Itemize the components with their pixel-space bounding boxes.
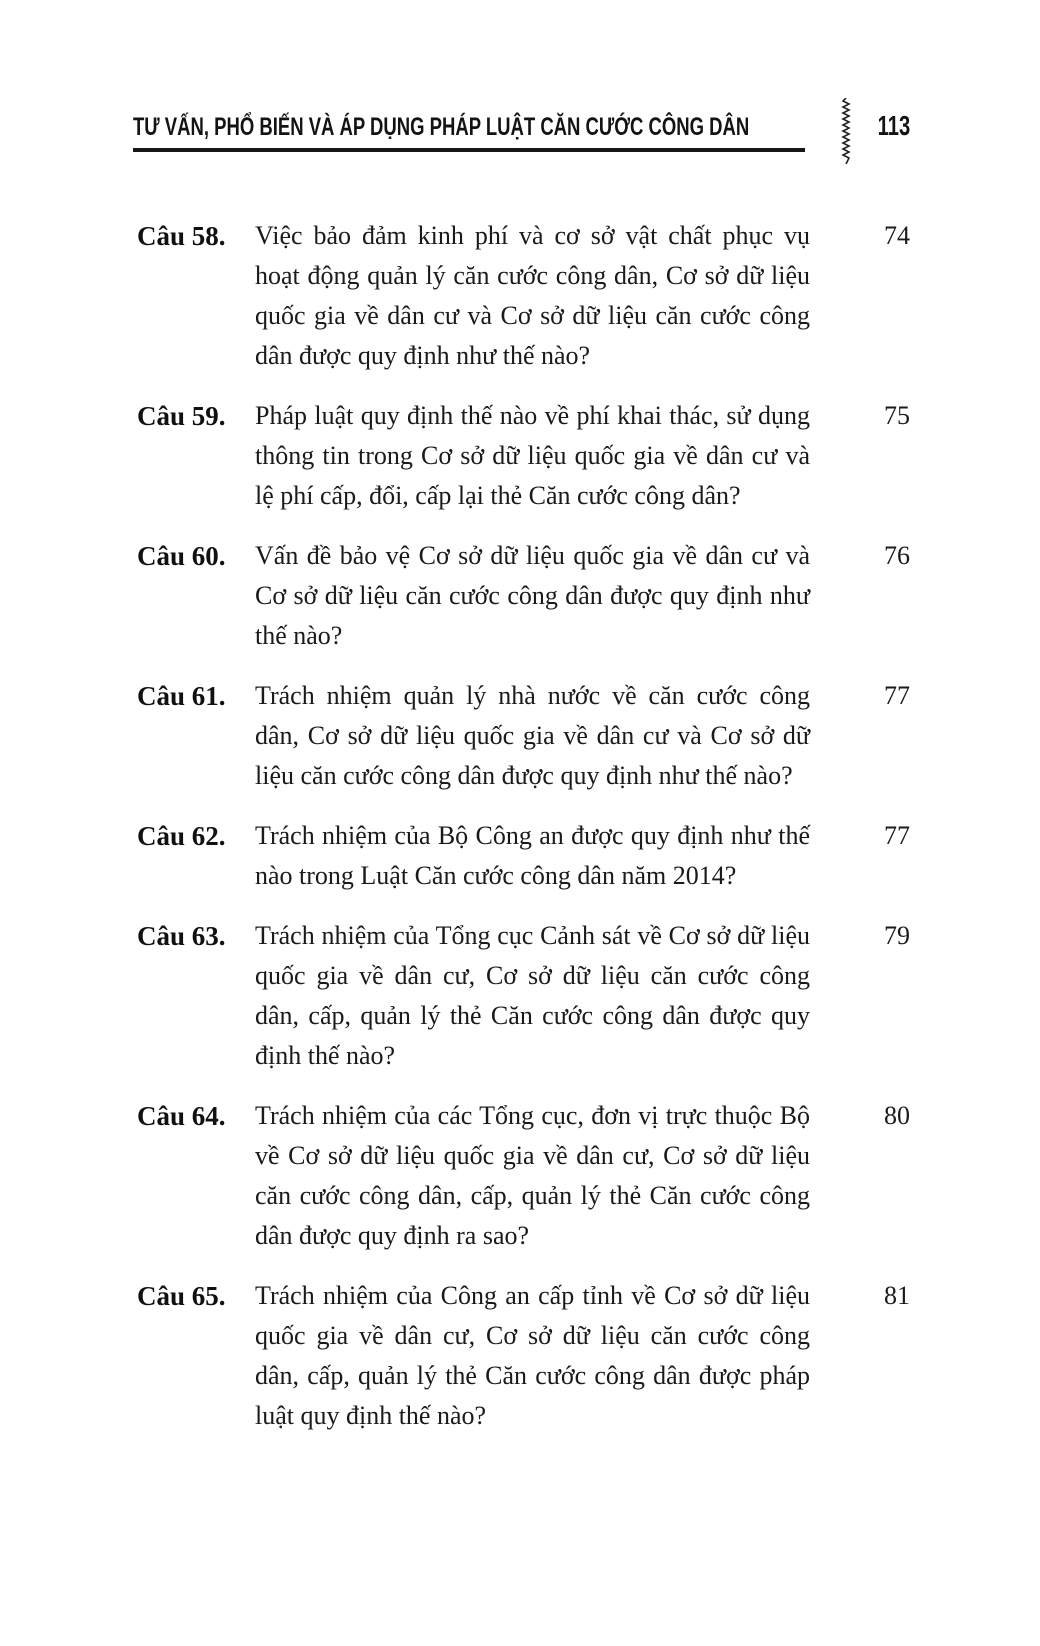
entry-text: Trách nhiệm của Công an cấp tỉnh về Cơ sở dữ liệu quốc gia về dân cư, Cơ sở dữ liệu căn cước công dân, cấp, quản lý thẻ Căn cước công dân được pháp luật quy định thế nào? bbox=[255, 1281, 810, 1430]
toc-entry bbox=[133, 396, 910, 516]
toc-entry bbox=[133, 916, 910, 1076]
entry-page-number: 77 bbox=[884, 821, 910, 850]
entry-page-number: 79 bbox=[884, 921, 910, 950]
page-number: 113 bbox=[877, 110, 910, 141]
toc-entry bbox=[133, 816, 910, 896]
entry-label: Câu 62. bbox=[137, 821, 226, 851]
page-content bbox=[133, 100, 910, 1456]
entry-page-number: 77 bbox=[884, 681, 910, 710]
entry-text: Trách nhiệm của Tổng cục Cảnh sát về Cơ sở dữ liệu quốc gia về dân cư, Cơ sở dữ liệu căn cước công dân, cấp, quản lý thẻ Căn cước công dân được quy định thế nào? bbox=[255, 921, 810, 1070]
entry-label: Câu 63. bbox=[137, 921, 226, 951]
entry-text: Vấn đề bảo vệ Cơ sở dữ liệu quốc gia về dân cư và Cơ sở dữ liệu căn cước công dân được quy định như thế nào? bbox=[255, 541, 810, 650]
toc-entry bbox=[133, 1276, 910, 1436]
entry-label: Câu 64. bbox=[137, 1101, 226, 1131]
toc-entry bbox=[133, 536, 910, 656]
entry-text: Pháp luật quy định thế nào về phí khai thác, sử dụng thông tin trong Cơ sở dữ liệu quốc gia về dân cư và lệ phí cấp, đổi, cấp lại thẻ Căn cước công dân? bbox=[255, 401, 810, 510]
toc-entry bbox=[133, 1096, 910, 1256]
toc-list bbox=[133, 216, 910, 1436]
entry-label: Câu 61. bbox=[137, 681, 226, 711]
rope-ornament-icon bbox=[841, 98, 851, 164]
entry-page-number: 80 bbox=[884, 1101, 910, 1130]
entry-page-number: 81 bbox=[884, 1281, 910, 1310]
entry-text: Việc bảo đảm kinh phí và cơ sở vật chất phục vụ hoạt động quản lý căn cước công dân, Cơ sở dữ liệu quốc gia về dân cư và Cơ sở dữ liệu căn cước công dân được quy định như thế nào? bbox=[255, 221, 810, 370]
header-title: TƯ VẤN, PHỔ BIẾN VÀ ÁP DỤNG PHÁP LUẬT CĂN CƯỚC CÔNG DÂN bbox=[133, 113, 750, 141]
entry-text: Trách nhiệm quản lý nhà nước về căn cước công dân, Cơ sở dữ liệu quốc gia về dân cư và Cơ sở dữ liệu căn cước công dân được quy định như thế nào? bbox=[255, 681, 810, 790]
entry-page-number: 75 bbox=[884, 401, 910, 430]
entry-page-number: 76 bbox=[884, 541, 910, 570]
running-header bbox=[133, 100, 910, 162]
header-title-block bbox=[133, 100, 805, 152]
entry-page-number: 74 bbox=[884, 221, 910, 250]
toc-entry bbox=[133, 216, 910, 376]
entry-text: Trách nhiệm của Bộ Công an được quy định như thế nào trong Luật Căn cước công dân năm 2014? bbox=[255, 821, 810, 890]
entry-label: Câu 59. bbox=[137, 401, 226, 431]
toc-entry bbox=[133, 676, 910, 796]
entry-label: Câu 65. bbox=[137, 1281, 226, 1311]
entry-text: Trách nhiệm của các Tổng cục, đơn vị trực thuộc Bộ về Cơ sở dữ liệu quốc gia về dân cư, Cơ sở dữ liệu căn cước công dân, cấp, quản lý thẻ Căn cước công dân được quy định ra sao? bbox=[255, 1101, 810, 1250]
entry-label: Câu 60. bbox=[137, 541, 226, 571]
entry-label: Câu 58. bbox=[137, 221, 226, 251]
